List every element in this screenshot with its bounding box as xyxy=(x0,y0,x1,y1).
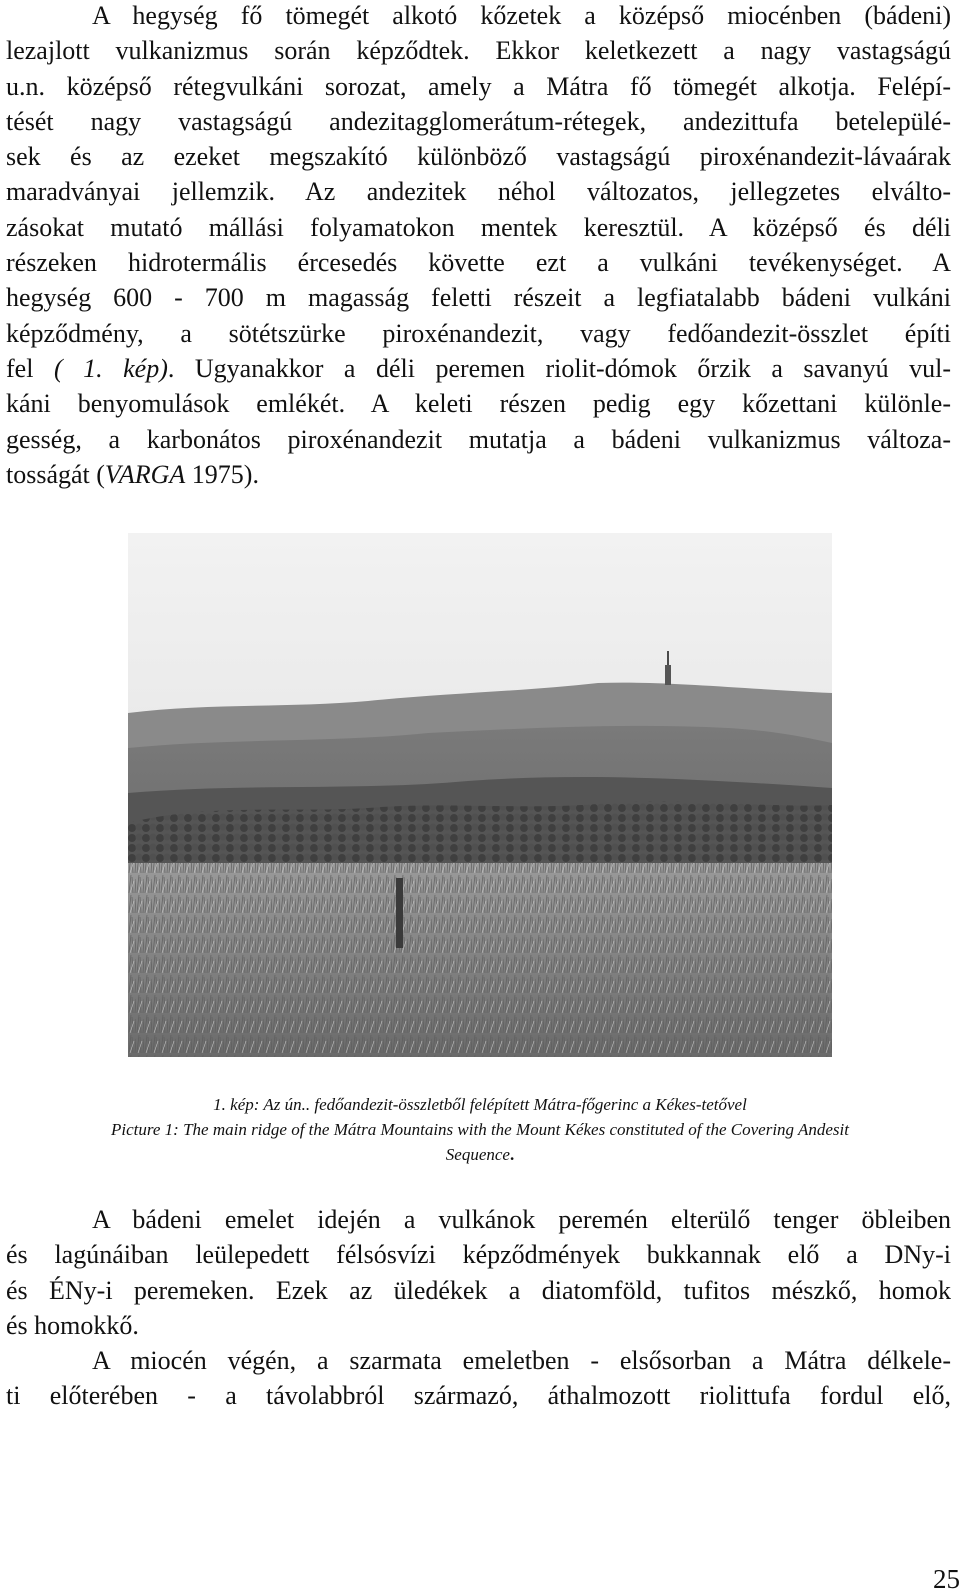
text-line: maradványai jellemzik. Az andezitek néhol változatos, jellegzetes elválto- xyxy=(6,177,951,207)
text-line: lezajlott vulkanizmus során képződtek. Ekkor keletkezett a nagy vastagságú xyxy=(6,36,951,66)
body-paragraph-2 xyxy=(6,1202,951,1343)
text-line: zásokat mutató mállási folyamatokon mentek keresztül. A középső és déli xyxy=(6,212,951,242)
text-line: részeken hidrotermális ércesedés követte ezt a vulkáni tevékenységet. A xyxy=(6,248,951,278)
text-line: tését nagy vastagságú andezitagglomerátum-rétegek, andezittufa betelepülé- xyxy=(6,106,951,136)
text-line: A bádeni emelet idején a vulkánok peremén elterülő tenger öbleiben xyxy=(92,1205,951,1234)
body-paragraph-3 xyxy=(6,1343,951,1414)
figure-reference: ( 1. kép) xyxy=(53,353,168,383)
fence-post xyxy=(396,878,403,948)
text-fragment: . Ugyanakkor a déli peremen riolit-dómok őrzik a savanyú vul- xyxy=(167,353,951,383)
caption-fragment: Sequence xyxy=(445,1145,510,1164)
text-line-with-figure-reference xyxy=(6,351,951,386)
citation-author: VARGA xyxy=(104,459,186,489)
text-fragment: fel xyxy=(6,353,54,383)
landscape-photo xyxy=(128,533,832,1057)
text-line: ti előterében - a távolabbról származó, áthalmozott riolittufa fordul elő, xyxy=(6,1381,951,1411)
figure-caption-hungarian: 1. kép: Az ún.. fedőandezit-összletből felépített Mátra-főgerinc a Kékes-tetővel xyxy=(213,1095,747,1114)
caption-fragment: . xyxy=(509,1145,515,1164)
text-line-with-citation xyxy=(6,457,951,492)
text-line: és lagúnáiban leülepedett félsósvízi képződmények bukkannak elő a DNy-i xyxy=(6,1240,951,1270)
text-line: és homokkő. xyxy=(6,1310,139,1340)
treeline xyxy=(128,802,832,873)
text-line: és ÉNy-i peremeken. Ezek az üledékek a diatomföld, tufitos mészkő, homok xyxy=(6,1275,951,1305)
body-paragraph-1 xyxy=(6,0,951,492)
text-line: képződmény, a sötétszürke piroxénandezit, vagy fedőandezit-összlet építi xyxy=(6,318,951,348)
page-number: 25 xyxy=(933,1564,960,1594)
text-line: A hegység fő tömegét alkotó kőzetek a középső miocénben (bádeni) xyxy=(92,1,951,30)
figure-caption-english-cont xyxy=(0,1142,960,1167)
text-line: gesség, a karbonátos piroxénandezit mutatja a bádeni vulkanizmus változa- xyxy=(6,424,951,454)
text-fragment: 1975). xyxy=(185,459,259,489)
text-line: A miocén végén, a szarmata emeletben - elsősorban a Mátra délkele- xyxy=(92,1346,951,1375)
grass-texture xyxy=(128,863,832,1057)
text-line: sek és az ezeket megszakító különböző vastagságú piroxénandezit-lávaárak xyxy=(6,142,951,172)
text-fragment: tosságát ( xyxy=(6,459,105,489)
text-line: u.n. középső rétegvulkáni sorozat, amely a Mátra fő tömegét alkotja. Felépí- xyxy=(6,71,951,101)
photo-mountain-ridge xyxy=(128,533,832,1057)
figure-caption-english: Picture 1: The main ridge of the Mátra Mountains with the Mount Kékes constituted of the Covering Andesit xyxy=(111,1120,849,1139)
text-line: hegység 600 - 700 m magasság feletti részeit a legfiatalabb bádeni vulkáni xyxy=(6,283,951,313)
text-line: káni benyomulások emlékét. A keleti részen pedig egy kőzettani különle- xyxy=(6,389,951,419)
